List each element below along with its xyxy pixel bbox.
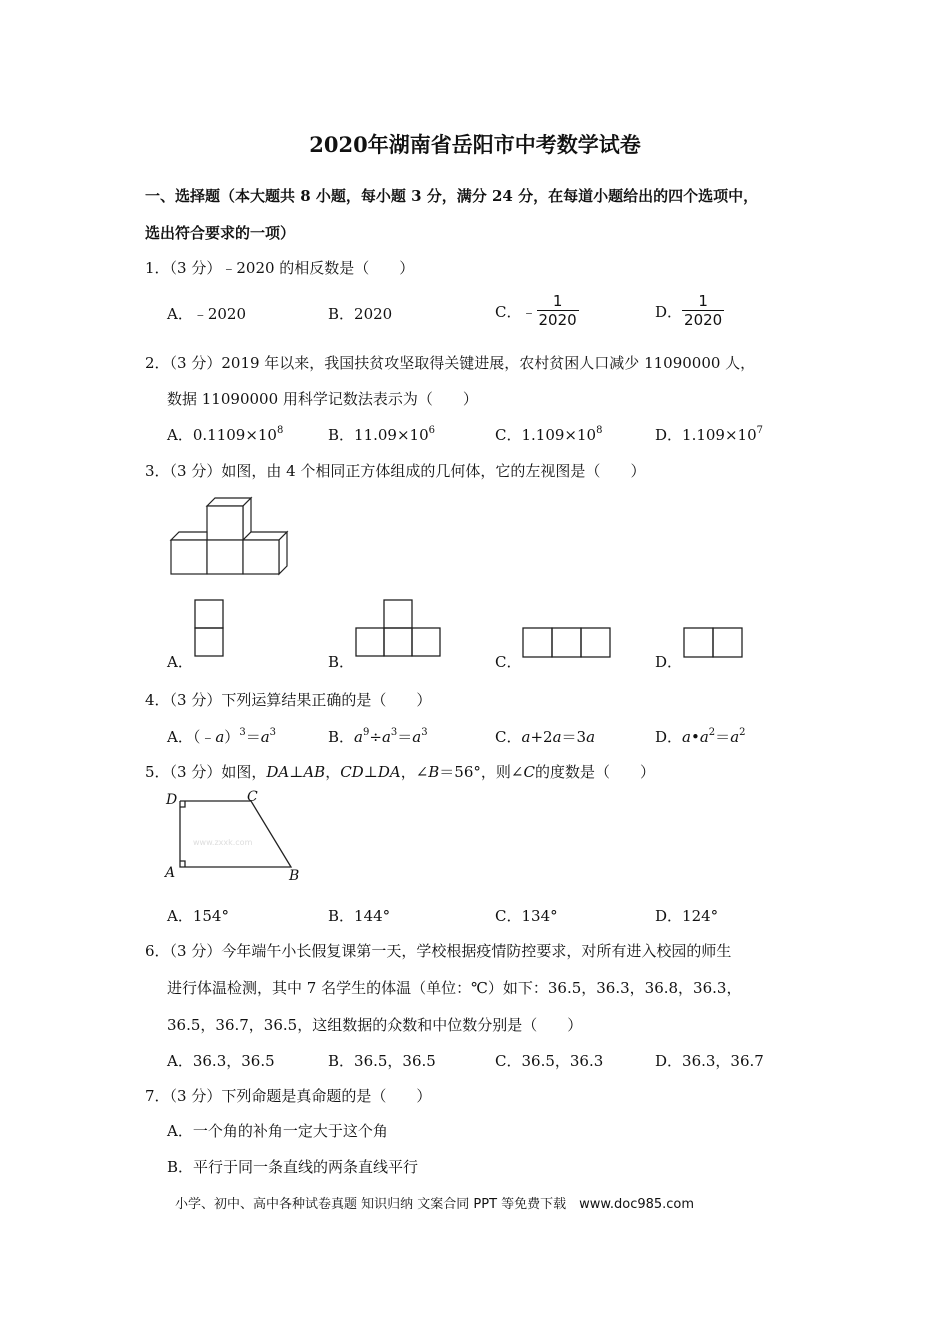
q7-option-b: B．平行于同一条直线的两条直线平行	[167, 1158, 419, 1176]
q1-option-a: A．﹣2020	[167, 305, 247, 323]
q5-label-c: C	[247, 789, 258, 805]
q3-option-a-label: A．	[167, 653, 193, 671]
q5-option-b: B．144°	[328, 907, 391, 925]
q3-cube-solid-figure	[168, 495, 293, 577]
q2-option-a: A．$0.1109\times 10^8$	[167, 425, 284, 444]
page-title: 2020年湖南省岳阳市中考数学试卷	[309, 132, 641, 157]
q1-option-b: B．2020	[328, 305, 393, 323]
q6-option-b: B．36.5，36.5	[328, 1052, 436, 1070]
q2-option-d: D．$1.109\times 10^7$	[655, 425, 763, 444]
q4-option-d: D．$a•a^2=a^2$	[655, 727, 746, 746]
q3-option-d-view	[683, 627, 745, 659]
q2-option-c: C．$1.109\times 10^8$	[495, 425, 603, 444]
q3-option-c-label: C．	[495, 653, 522, 671]
q3-option-d-label: D．	[655, 653, 683, 671]
q2-option-b: B．$11.09\times 10^6$	[328, 425, 435, 444]
q3-option-b-label: B．	[328, 653, 355, 671]
q5-stem: 5．（3 分）如图，DA⊥AB，CD⊥DA，∠B＝56°，则∠C的度数是（ ）	[145, 763, 655, 781]
q5-label-b: B	[289, 868, 300, 884]
q6-stem-line2: 进行体温检测，其中 7 名学生的体温（单位：℃）如下：36.5，36.3，36.8，36.3，	[167, 979, 742, 997]
q6-option-a: A．36.3，36.5	[167, 1052, 275, 1070]
footer-text: 小学、初中、高中各种试卷真题 知识归纳 文案合同 PPT 等免费下载 www.doc985.com	[175, 1197, 695, 1212]
q5-label-a: A	[165, 865, 176, 881]
q7-option-a: A．一个角的补角一定大于这个角	[167, 1122, 388, 1140]
q1-d-fraction: $\frac{1}{2020}$	[684, 292, 723, 329]
q1-option-d: D． $\frac{1}{2020}$	[655, 292, 723, 329]
q6-option-c: C．36.5，36.3	[495, 1052, 604, 1070]
q5-watermark: www.zxxk.com	[193, 838, 253, 847]
q4-stem: 4．（3 分）下列运算结果正确的是（ ）	[145, 691, 432, 709]
q4-option-a: A．$(﹣a)^3=a^3$	[167, 727, 277, 746]
q3-option-c-view	[522, 627, 612, 659]
q4-option-c: C．a+2a＝3a	[495, 728, 596, 746]
q5-option-c: C．134°	[495, 907, 558, 925]
q5-label-d: D	[166, 792, 178, 808]
q5-trapezoid-figure	[163, 787, 308, 887]
section-heading-line2: 选出符合要求的一项）	[145, 224, 296, 242]
q7-stem: 7．（3 分）下列命题是真命题的是（ ）	[145, 1087, 432, 1105]
q2-stem-line2: 数据 11090000 用科学记数法表示为（ ）	[167, 390, 478, 408]
q1-stem: 1．（3 分）﹣2020 的相反数是（ ）	[145, 259, 415, 277]
q3-option-a-view	[194, 599, 224, 659]
q1-c-fraction: $\frac{1}{2020}$	[538, 292, 577, 329]
q3-stem: 3．（3 分）如图，由 4 个相同正方体组成的几何体，它的左视图是（ ）	[145, 462, 646, 480]
q6-stem-line1: 6．（3 分）今年端午小长假复课第一天，学校根据疫情防控要求，对所有进入校园的师生	[145, 942, 732, 960]
q5-option-d: D．124°	[655, 907, 719, 925]
q5-option-a: A．154°	[167, 907, 229, 925]
q1-option-c: C．﹣ $\frac{1}{2020}$	[495, 292, 577, 329]
section-heading-line1: 一、选择题（本大题共 8 小题，每小题 3 分，满分 24 分，在每道小题给出的四个选项中，	[145, 187, 759, 205]
q2-stem-line1: 2．（3 分）2019 年以来，我国扶贫攻坚取得关键进展，农村贫困人口减少 11090000 人，	[145, 354, 756, 372]
q4-option-b: B．$a^9\div a^3=a^3$	[328, 727, 428, 746]
q3-option-b-view	[355, 599, 445, 659]
q6-option-d: D．36.3，36.7	[655, 1052, 764, 1070]
q6-stem-line3: 36.5，36.7，36.5，这组数据的众数和中位数分别是（ ）	[167, 1016, 583, 1034]
